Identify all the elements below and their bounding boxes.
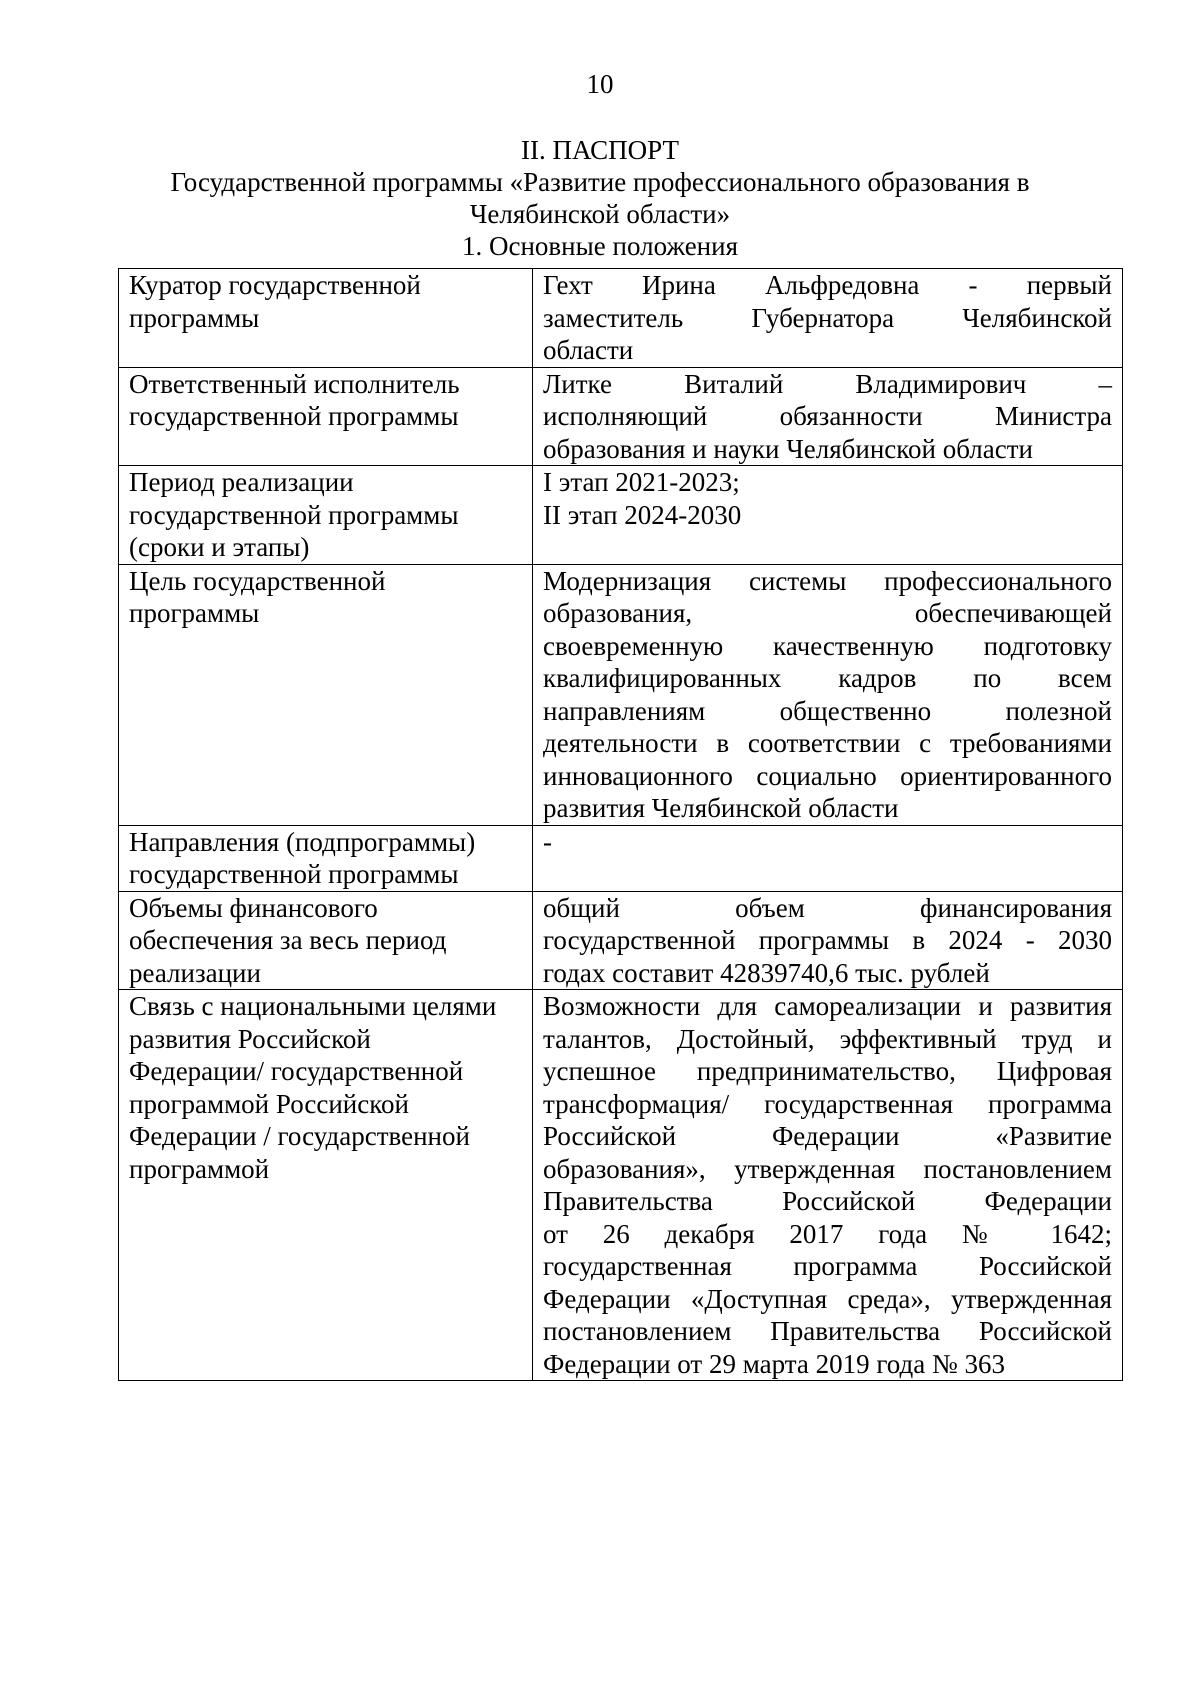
- value-line: II этап 2024-2030: [543, 499, 742, 530]
- label-line: программой Российской: [129, 1088, 409, 1119]
- value-line: трансформация/ государственная программа: [543, 1088, 1112, 1119]
- label-line: обеспечения за весь период: [129, 925, 447, 955]
- row-value: [533, 825, 1123, 891]
- row-value: [533, 990, 1123, 1381]
- row-value: [533, 269, 1123, 368]
- value-line: государственная программа Российской: [543, 1251, 1112, 1281]
- label-line: Куратор государственной: [129, 270, 421, 300]
- row-label: [119, 466, 533, 565]
- row-value: [533, 564, 1123, 825]
- label-line: Ответственный исполнитель: [129, 368, 460, 399]
- value-line: постановлением Правительства Российской: [543, 1316, 1112, 1346]
- label-line: развития Российской: [129, 1023, 371, 1054]
- value-line: Федерации от 29 марта 2019 года № 363: [543, 1348, 1005, 1379]
- value-line: заместитель Губернатора Челябинской: [543, 302, 1112, 333]
- value-line: образования, обеспечивающей: [543, 598, 1112, 628]
- label-line: реализации: [129, 957, 261, 988]
- value-line: I этап 2021-2023;: [543, 467, 740, 497]
- label-line: Цель государственной: [129, 565, 386, 596]
- row-label: [119, 891, 533, 990]
- label-line: Направления (подпрограммы): [129, 826, 476, 857]
- row-value: [533, 466, 1123, 565]
- table-row: [119, 269, 1123, 368]
- label-line: (сроки и этапы): [129, 532, 310, 562]
- value-line: квалифицированных кадров по всем: [543, 663, 1112, 693]
- label-line: государственной программы: [129, 499, 459, 530]
- value-line: от 26 декабря 2017 года № 1642;: [543, 1218, 1112, 1249]
- value-line: развития Челябинской области: [543, 793, 899, 823]
- value-line: своевременную качественную подготовку: [543, 630, 1112, 661]
- label-line: государственной программы: [129, 859, 459, 889]
- value-line: Гехт Ирина Альфредовна - первый: [543, 270, 1112, 300]
- value-line: Российской Федерации «Развитие: [543, 1121, 1112, 1151]
- value-line: общий объем финансирования: [543, 892, 1112, 923]
- table-row: [119, 466, 1123, 565]
- row-value: [533, 891, 1123, 990]
- table-row: [119, 564, 1123, 825]
- value-line: Модернизация системы профессионального: [543, 565, 1112, 596]
- value-line: Федерации «Доступная среда», утвержденная: [543, 1283, 1112, 1314]
- program-title-line-1: Государственной программы «Развитие профессионального образования в: [170, 167, 1030, 197]
- table-row: [119, 825, 1123, 891]
- subsection-title: 1. Основные положения: [462, 231, 738, 261]
- page-number: 10: [586, 69, 614, 99]
- value-line: Литке Виталий Владимирович –: [543, 368, 1112, 399]
- value-line: образования и науки Челябинской области: [543, 433, 1033, 464]
- row-value: [533, 367, 1123, 466]
- value-line: исполняющий обязанности Министра: [543, 401, 1112, 431]
- row-label: [119, 990, 533, 1381]
- program-title-line-2: Челябинской области»: [469, 199, 731, 229]
- passport-table: [118, 268, 1123, 1381]
- label-line: программы: [129, 302, 260, 333]
- label-line: Объемы финансового: [129, 892, 378, 923]
- value-line: годах составит 42839740,6 тыс. рублей: [543, 957, 990, 988]
- label-line: Период реализации: [129, 467, 354, 497]
- value-line: успешное предпринимательство, Цифровая: [543, 1056, 1112, 1086]
- row-label: [119, 564, 533, 825]
- label-line: программой: [129, 1153, 270, 1184]
- row-label: [119, 367, 533, 466]
- label-line: Федерации / государственной: [129, 1121, 470, 1151]
- document-heading: [118, 134, 1082, 262]
- row-label: [119, 269, 533, 368]
- row-label: [119, 825, 533, 891]
- label-line: программы: [129, 598, 260, 628]
- table-row: [119, 367, 1123, 466]
- value-line: -: [543, 826, 552, 857]
- section-title: II. ПАСПОРТ: [521, 135, 679, 165]
- table-row: [119, 891, 1123, 990]
- table-row: [119, 990, 1123, 1381]
- value-line: образования», утвержденная постановлением: [543, 1153, 1112, 1184]
- label-line: Федерации/ государственной: [129, 1056, 464, 1086]
- label-line: Связь с национальными целями: [129, 991, 497, 1021]
- value-line: государственной программы в 2024 - 2030: [543, 925, 1112, 955]
- value-line: инновационного социально ориентированного: [543, 760, 1112, 791]
- value-line: области: [543, 335, 634, 365]
- value-line: Правительства Российской Федерации: [543, 1186, 1112, 1216]
- value-line: Возможности для самореализации и развития: [543, 991, 1112, 1021]
- label-line: государственной программы: [129, 401, 459, 431]
- value-line: направлениям общественно полезной: [543, 695, 1112, 726]
- value-line: талантов, Достойный, эффективный труд и: [543, 1023, 1112, 1054]
- value-line: деятельности в соответствии с требованиями: [543, 728, 1112, 758]
